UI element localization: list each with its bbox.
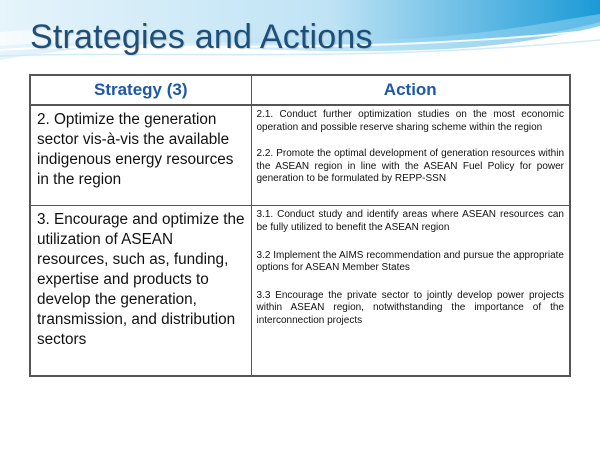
table-row: [30, 105, 570, 206]
strategy-cell: 3. Encourage and optimize the utilization of ASEAN resources, such as, funding, expertise and products to develop the generation, transmission, and distribution sectors: [30, 206, 251, 376]
actions-cell: [251, 206, 570, 376]
action-item: 3.1. Conduct study and identify areas where ASEAN resources can be fully utilized to benefit the ASEAN region: [256, 209, 564, 233]
action-item: 2.2. Promote the optimal development of generation resources within the ASEAN region in line with the ASEAN Fuel Policy for power generation to be formulated by REPP-SSN: [256, 148, 564, 185]
strategy-cell: 2. Optimize the generation sector vis-à-vis the available indigenous energy resources in the region: [30, 105, 251, 206]
action-column-header: Action: [251, 75, 570, 105]
table-row: [30, 206, 570, 376]
action-item: 2.1. Conduct further optimization studies on the most economic operation and possible reserve sharing scheme within the region: [256, 109, 564, 133]
action-item: 3.3 Encourage the private sector to jointly develop power projects within ASEAN region, notwithstanding the importance of the interconnection projects: [256, 289, 564, 326]
action-item: 3.2 Implement the AIMS recommendation and pursue the appropriate options for ASEAN Member States: [256, 249, 564, 274]
slide-title: Strategies and Actions: [30, 18, 373, 56]
table-header-row: [30, 75, 570, 105]
strategy-column-header: Strategy (3): [30, 75, 251, 105]
actions-cell: [251, 105, 570, 206]
strategies-actions-table: [29, 74, 571, 377]
